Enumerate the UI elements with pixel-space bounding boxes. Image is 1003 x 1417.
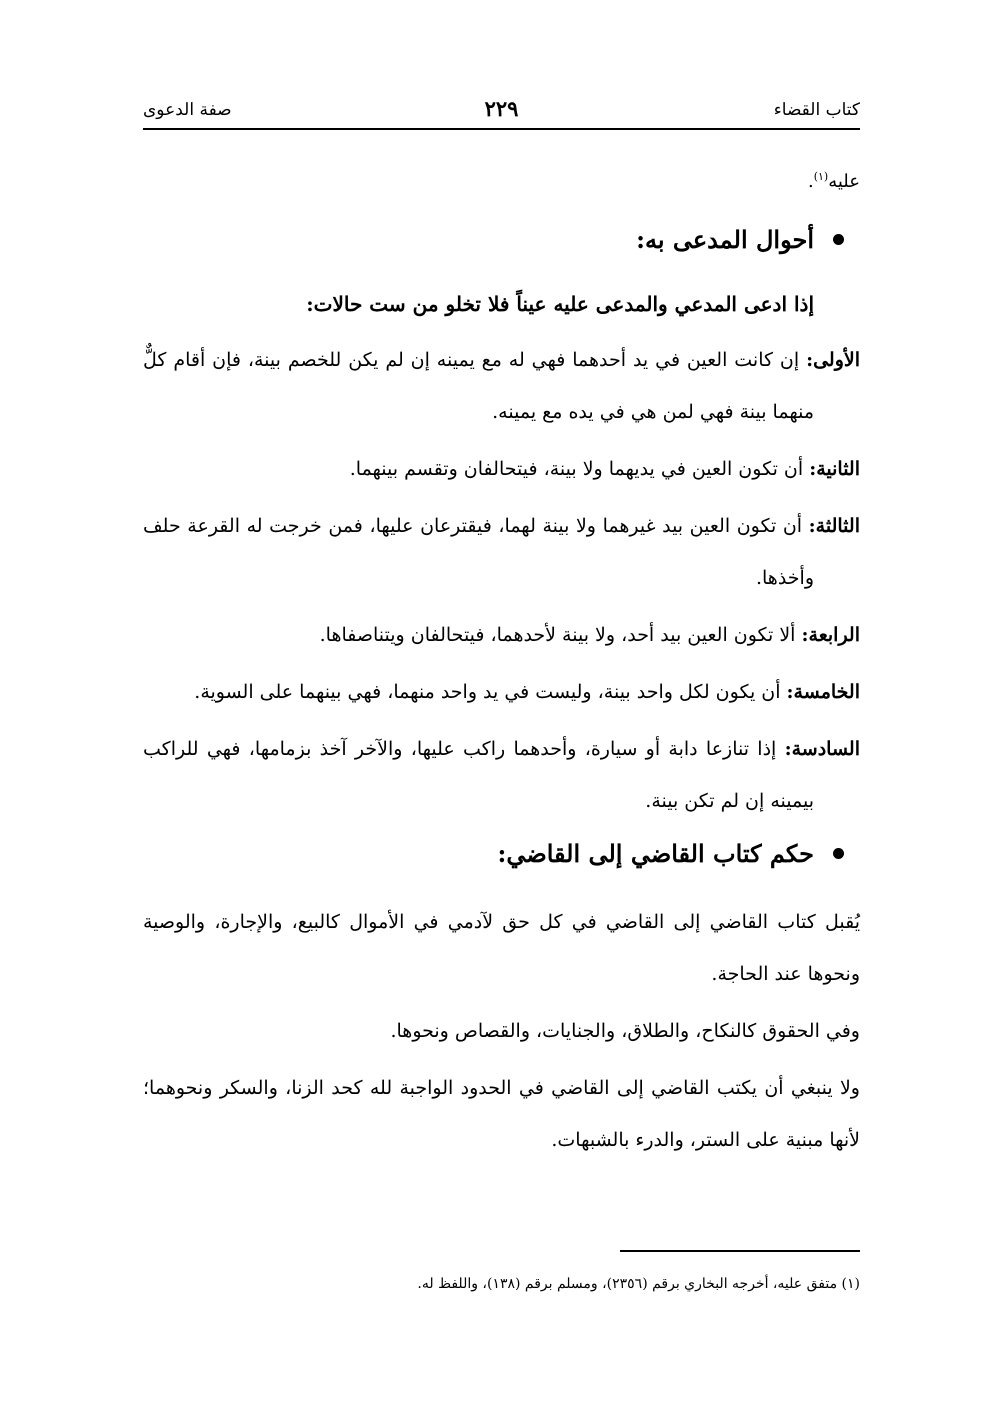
case-paragraph (143, 609, 860, 661)
case-paragraph (143, 334, 860, 438)
case-paragraph (143, 723, 860, 827)
header-rule (143, 128, 860, 130)
case-label: الخامسة: (786, 681, 860, 703)
case-label: الأولى: (806, 349, 860, 371)
case-paragraph (143, 500, 860, 604)
bullet-icon (833, 234, 844, 245)
case-text: ألا تكون العين بيد أحد، ولا بينة لأحدهما، فيتحالفان ويتناصفاها. (319, 624, 796, 646)
body-paragraph: ولا ينبغي أن يكتب القاضي إلى القاضي في الحدود الواجبة لله كحد الزنا، والسكر ونحوهما؛ لأنها مبنية على الستر، والدرء بالشبهات. (143, 1077, 860, 1151)
header-section-title: صفة الدعوى (143, 100, 232, 120)
main-content (143, 160, 860, 1171)
case-text: إن كانت العين في يد أحدهما فهي له مع يمينه إن لم يكن للخصم بينة، فإن أقام كلٌّ منهما بينة فهي لمن هي في يده مع يمينه. (143, 349, 814, 423)
section-heading-text: حكم كتاب القاضي إلى القاضي: (497, 839, 814, 868)
continuation-line (143, 170, 860, 192)
footnote-text: (١) متفق عليه، أخرجه البخاري برقم (٢٣٥٦)، ومسلم برقم (١٣٨)، واللفظ له. (417, 1276, 860, 1292)
body-paragraph: يُقبل كتاب القاضي إلى القاضي في كل حق لآدمي في الأموال كالبيع، والإجارة، والوصية ونحوها عند الحاجة. (143, 911, 860, 985)
page-header (143, 96, 860, 126)
footnote-rule (620, 1250, 860, 1252)
case-label: السادسة: (784, 738, 860, 760)
continuation-text: عليه (828, 171, 860, 192)
section-heading-judge-letter (143, 832, 860, 876)
bullet-icon (833, 848, 844, 859)
case-paragraph (143, 666, 860, 718)
case-text: إذا تنازعا دابة أو سيارة، وأحدهما راكب عليها، والآخر آخذ بزمامها، فهي للراكب بيمينه إن لم تكن بينة. (143, 738, 814, 812)
body-paragraph: وفي الحقوق كالنكاح، والطلاق، والجنايات، والقصاص ونحوها. (390, 1020, 860, 1042)
case-label: الثانية: (809, 458, 860, 480)
case-paragraph (143, 443, 860, 495)
case-text: أن تكون العين بيد غيرهما ولا بينة لهما، فيقترعان عليها، فمن خرجت له القرعة حلف وأخذها. (143, 515, 814, 589)
case-text: أن تكون العين في يديهما ولا بينة، فيتحالفان وتقسم بينهما. (349, 458, 804, 480)
header-book-title: كتاب القضاء (773, 100, 860, 120)
section-heading-text: أحوال المدعى به: (636, 225, 814, 254)
page-number: ٢٢٩ (484, 96, 519, 121)
section-subheading: إذا ادعى المدعي والمدعى عليه عيناً فلا تخلو من ست حالات: (306, 292, 814, 316)
case-text: أن يكون لكل واحد بينة، وليست في يد واحد منهما، فهي بينهما على السوية. (194, 681, 781, 703)
continuation-end: . (807, 171, 814, 192)
case-label: الثالثة: (808, 515, 860, 537)
section-heading-claimed-item (143, 218, 860, 262)
case-label: الرابعة: (801, 624, 860, 646)
footnote-reference: (١) (813, 170, 829, 183)
